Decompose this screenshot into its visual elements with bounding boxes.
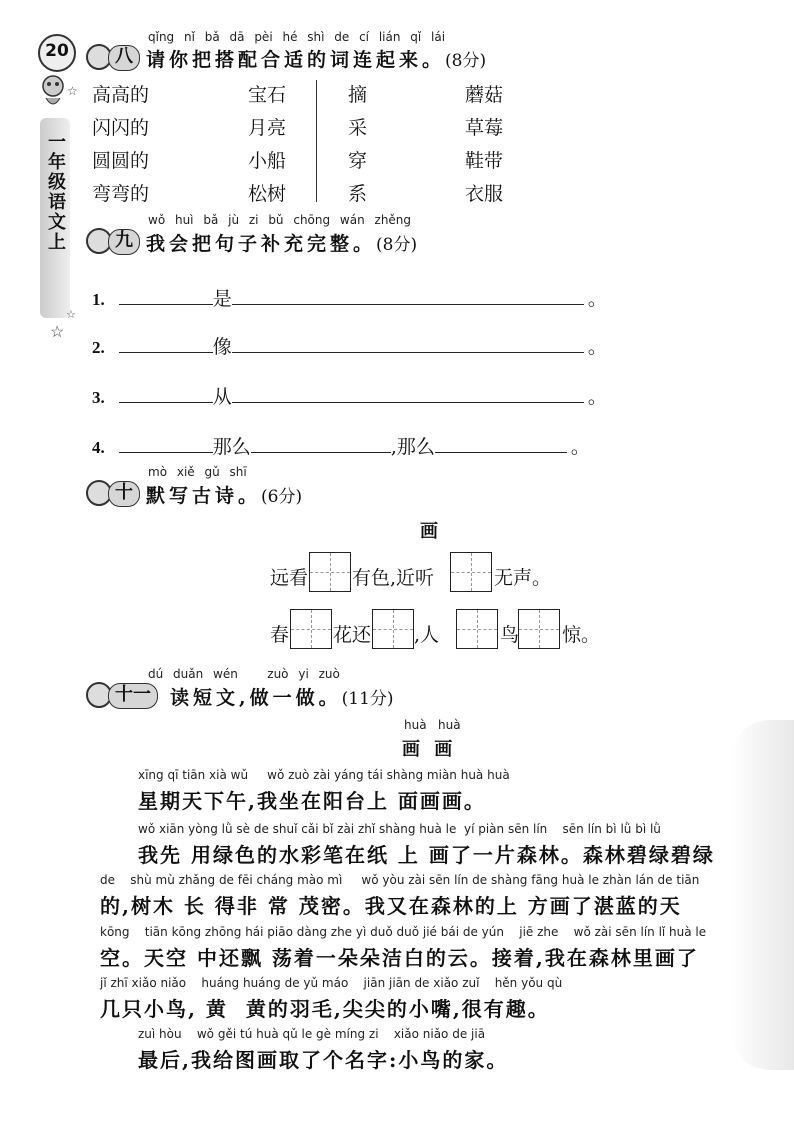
passage-line: 空。天空 中还飘 荡着一朵朵洁白的云。接着,我在森林里画了 [100, 946, 699, 970]
sentence-item [92, 382, 607, 409]
passage-pinyin: xīng qī tiān xià wǔ wǒ zuò zài yáng tái shàng miàn huà huà [138, 768, 510, 782]
item-number: 2. [92, 338, 105, 357]
sentence-item [92, 432, 590, 459]
side-label: 一年级语文上 [45, 132, 66, 252]
poem-text: 惊。 [562, 624, 601, 646]
sec10-pinyin: mò xiě gǔ shī [148, 465, 247, 479]
match-word: 弯弯的 [92, 183, 150, 205]
poem-text: 远看 [270, 567, 309, 589]
match-word: 宝石 [248, 84, 287, 106]
star-icon: ☆ [67, 84, 78, 98]
match-word: 草莓 [465, 117, 504, 139]
sentence-item [92, 332, 607, 359]
star-icon: ☆ [50, 322, 65, 341]
passage-title: 画 画 [402, 739, 457, 760]
poem-text: 有色,近听 [352, 567, 435, 589]
match-word: 高高的 [92, 84, 150, 106]
match-word: 衣服 [465, 183, 504, 205]
sentence-end: 。 [570, 436, 590, 458]
match-word: 圆圆的 [92, 150, 150, 172]
poem-text: 鸟 [500, 624, 520, 646]
sec11-title [170, 683, 394, 710]
sec8-title-text: 请你把搭配合适的词连起来。 [146, 49, 446, 71]
answer-blank[interactable] [232, 284, 584, 305]
answer-blank[interactable] [119, 332, 213, 353]
answer-blank[interactable] [232, 332, 584, 353]
section-number-10: 十 [108, 481, 140, 507]
section-number-11: 十一 [108, 683, 158, 709]
writing-box[interactable] [518, 609, 560, 649]
section-number-8: 八 [108, 45, 140, 71]
passage-pinyin: de shù mù zhǎng de fēi cháng mào mì wǒ yòu zài sēn lín de shàng fāng huà le zhàn lán de tiān [100, 873, 700, 887]
sec10-score: (6分) [261, 487, 303, 507]
sentence-end: 。 [587, 336, 607, 358]
item-number: 1. [92, 290, 105, 309]
answer-blank[interactable] [119, 382, 213, 403]
sec9-title [146, 229, 417, 256]
item-number: 4. [92, 438, 105, 457]
passage-pinyin: kōng tiān kōng zhōng hái piāo dàng zhe yì duǒ duǒ jié bái de yún jiē zhe wǒ zài sēn lín lǐ huà le [100, 925, 707, 939]
sec9-score: (8分) [376, 235, 418, 255]
match-word: 穿 [348, 150, 368, 172]
sec11-score: (11分) [341, 689, 394, 709]
poem-text: 春 [270, 624, 290, 646]
passage-line: 最后,我给图画取了个名字:小鸟的家。 [138, 1048, 509, 1072]
sec8-pinyin: qǐng nǐ bǎ dā pèi hé shì de cí lián qǐ lái [148, 30, 446, 44]
answer-blank[interactable] [119, 284, 213, 305]
sec9-pinyin: wǒ huì bǎ jù zi bǔ chōng wán zhěng [148, 213, 412, 227]
passage-line: 星期天下午,我坐在阳台上 面画画。 [138, 789, 486, 813]
poem-text: ,人 [414, 624, 440, 646]
passage-pinyin: zuì hòu wǒ gěi tú huà qǔ le gè míng zi xiǎo niǎo de jiā [138, 1027, 486, 1041]
sec8-score: (8分) [445, 51, 487, 71]
sentence-word: 是 [212, 288, 232, 310]
match-word: 摘 [348, 84, 368, 106]
poem-title: 画 [420, 521, 438, 542]
column-divider [316, 80, 317, 202]
match-word: 系 [348, 183, 368, 205]
passage-line: 的,树木 长 得非 常 茂密。我又在森林的上 方画了湛蓝的天 [100, 894, 682, 918]
writing-box[interactable] [372, 609, 414, 649]
writing-box[interactable] [290, 609, 332, 649]
sentence-word: ,那么 [390, 436, 435, 458]
sentence-end: 。 [587, 288, 607, 310]
sentence-word: 那么 [212, 436, 251, 458]
writing-box[interactable] [309, 552, 351, 592]
page-number-badge [38, 34, 76, 72]
passage-pinyin: wǒ xiān yòng lǜ sè de shuǐ cǎi bǐ zài zhǐ shàng huà le yí piàn sēn lín sēn lín bì lǜ bì lǜ [138, 822, 661, 836]
mascot-icon [36, 72, 70, 112]
sec10-title-text: 默写古诗。 [146, 485, 262, 507]
sentence-word: 像 [212, 336, 232, 358]
sentence-word: 从 [212, 386, 232, 408]
sec11-title-text: 读短文,做一做。 [170, 687, 342, 709]
section-number-9: 九 [108, 229, 140, 255]
passage-line: 几只小鸟, 黄 黄的羽毛,尖尖的小嘴,很有趣。 [100, 997, 550, 1021]
page-number: 20 [45, 41, 69, 61]
star-icon: ☆ [66, 308, 76, 321]
item-number: 3. [92, 388, 105, 407]
sentence-item [92, 284, 607, 311]
sec9-title-text: 我会把句子补充完整。 [146, 233, 377, 255]
sec11-pinyin: dú duǎn wén zuò yi zuò [148, 667, 340, 681]
watermark-decoration [730, 720, 794, 1070]
match-word: 蘑菇 [465, 84, 504, 106]
match-word: 采 [348, 117, 368, 139]
match-word: 鞋带 [465, 150, 504, 172]
passage-pinyin: jǐ zhī xiǎo niǎo huáng huáng de yǔ máo jiān jiān de xiǎo zuǐ hěn yǒu qù [100, 976, 563, 990]
answer-blank[interactable] [119, 432, 213, 453]
match-word: 闪闪的 [92, 117, 150, 139]
match-word: 小船 [248, 150, 287, 172]
passage-title-pinyin: huà huà [404, 718, 461, 732]
sec8-title [146, 45, 486, 72]
match-word: 松树 [248, 183, 287, 205]
writing-box[interactable] [450, 552, 492, 592]
poem-text: 花还 [333, 624, 372, 646]
match-word: 月亮 [248, 117, 287, 139]
writing-box[interactable] [456, 609, 498, 649]
answer-blank[interactable] [435, 432, 567, 453]
answer-blank[interactable] [232, 382, 584, 403]
side-tab [40, 118, 70, 318]
poem-text: 无声。 [494, 567, 552, 589]
answer-blank[interactable] [251, 432, 391, 453]
passage-line: 我先 用绿色的水彩笔在纸 上 画了一片森林。森林碧绿碧绿 [138, 843, 715, 867]
sec10-title [146, 481, 302, 508]
sentence-end: 。 [587, 386, 607, 408]
